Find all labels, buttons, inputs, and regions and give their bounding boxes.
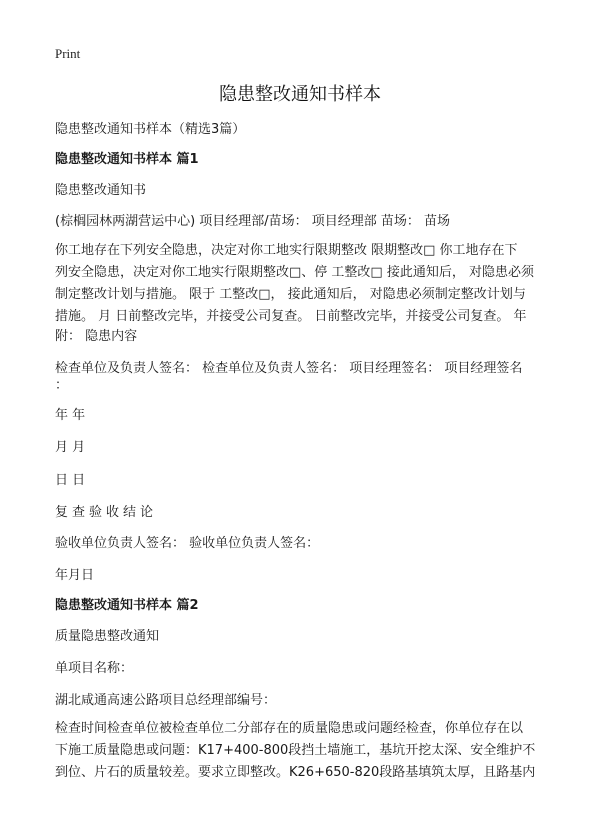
section1-sign-line-cont: ： [55,378,69,393]
section1-review: 复查验收结论 [55,505,158,520]
section1-accept-sign: 验收单位负责人签名： 验收单位负责人签名： [55,536,320,551]
section1-body [55,240,555,328]
print-label: Print [55,46,81,61]
section2-project-name: 单项目名称： [55,661,134,676]
section1-attachment: 附： 隐患内容 [55,329,138,344]
section1-body-line: 措施。 月 日前整改完毕，并接受公司复查。 日前整改完毕，并接受公司复查。 年 [55,309,527,324]
section1-org-line: (棕榈园林两湖营运中心) 项目经理部/苗场： 项目经理部 苗场： 苗场 [55,214,451,229]
section1-day: 日 日 [55,473,86,488]
section1-subtitle: 隐患整改通知书 [55,183,147,198]
page-title: 隐患整改通知书样本 [219,84,381,105]
section1-body-line: 列安全隐患，决定对你工地实行限期整改□、停 工整改□ 接此通知后， 对隐患必须 [55,265,534,280]
document-intro: 隐患整改通知书样本（精选3篇） [55,122,246,137]
section2-body-line: 到位、片石的质量较差。要求立即整改。K26+650-820段路基填筑太厚，且路基内 [55,765,536,780]
section1-body-line: 你工地存在下列安全隐患，决定对你工地实行限期整改 限期整改□ 你工地存在下 [55,243,518,258]
section1-month: 月 月 [55,440,86,455]
section2-heading: 隐患整改通知书样本 篇2 [55,598,199,613]
section1-sign-line: 检查单位及负责人签名： 检查单位及负责人签名： 项目经理签名： 项目经理签名 [55,361,523,376]
section2-body [55,718,555,784]
section1-year: 年 年 [55,408,86,423]
section2-body-line: 检查时间检查单位被检查单位二分部存在的质量隐患或问题经检查，你单位存在以 [55,721,524,736]
section1-heading: 隐患整改通知书样本 篇1 [55,152,199,167]
section1-body-line: 制定整改计划与措施。 限于 工整改□， 接此通知后， 对隐患必须制定整改计划与 [55,287,526,302]
section2-dept-line: 湖北咸通高速公路项目总经理部编号： [55,693,277,708]
section1-date: 年月日 [55,568,95,583]
section2-body-line: 下施工质量隐患或问题：K17+400-800段挡土墙施工，基坑开挖太深、安全维护不 [55,743,536,758]
section2-subtitle: 质量隐患整改通知 [55,629,160,644]
